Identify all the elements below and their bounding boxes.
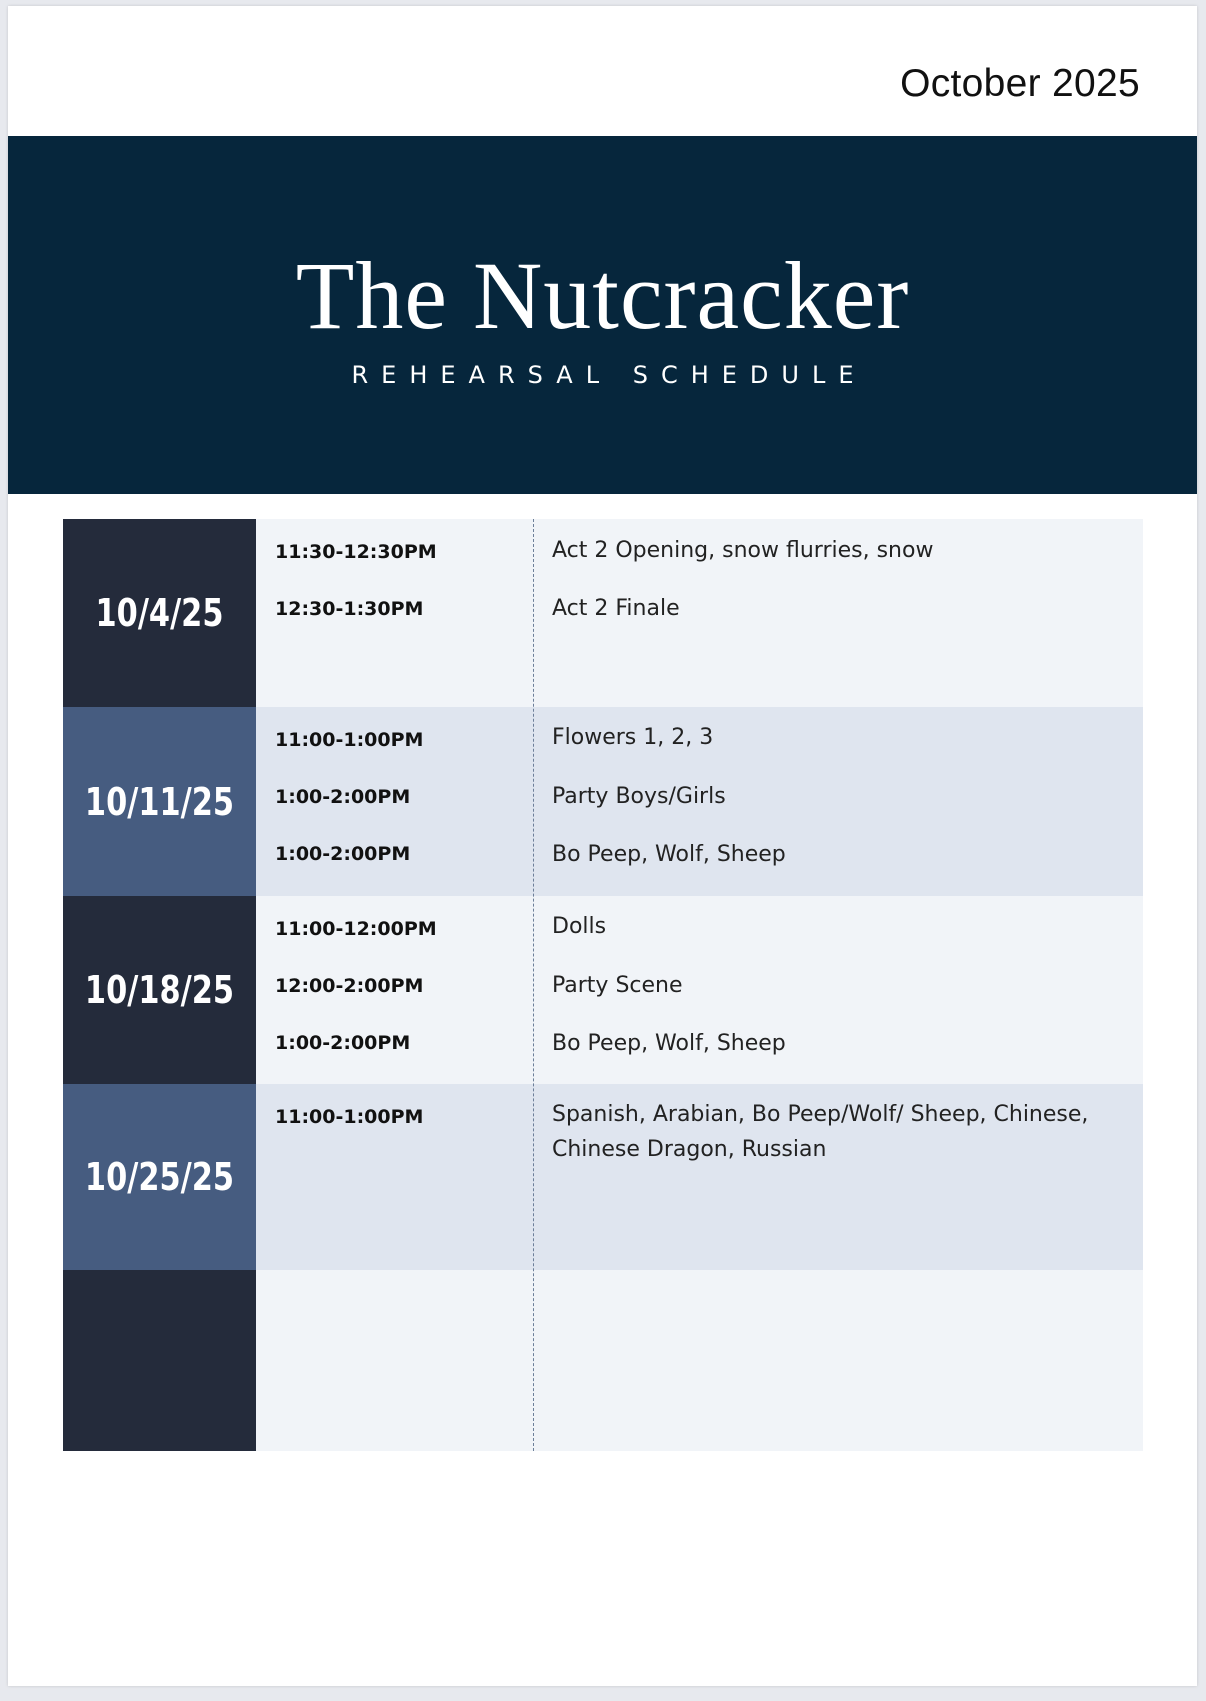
- column-divider: [533, 519, 534, 1451]
- time-label: 1:00-2:00PM: [275, 786, 411, 808]
- date-cell-bg: [63, 519, 256, 707]
- events-cell: [533, 519, 1143, 707]
- date-label: 10/25/25: [84, 1155, 235, 1199]
- times-cell: [256, 707, 533, 896]
- date-cell-bg: [63, 707, 256, 896]
- events-cell: [533, 707, 1143, 896]
- time-label: 11:00-12:00PM: [275, 918, 437, 940]
- time-label: 1:00-2:00PM: [275, 1032, 411, 1054]
- page-subtitle: REHEARSAL SCHEDULE: [351, 361, 867, 389]
- time-label: 11:30-12:30PM: [275, 541, 437, 563]
- date-label: [82, 1270, 236, 1451]
- time-label: 12:00-2:00PM: [275, 975, 424, 997]
- events-cell: [533, 896, 1143, 1084]
- schedule-row: [63, 1084, 1143, 1270]
- date-label: 10/4/25: [95, 591, 224, 635]
- times-cell: [256, 519, 533, 707]
- schedule-row-empty: [63, 1270, 1143, 1451]
- event-label: Spanish, Arabian, Bo Peep/Wolf/ Sheep, Chinese, Chinese Dragon, Russian: [552, 1102, 1089, 1162]
- schedule-row: [63, 896, 1143, 1084]
- date-cell-bg: [63, 1270, 256, 1451]
- date-label: 10/11/25: [84, 779, 235, 824]
- date-cell-bg: [63, 896, 256, 1084]
- times-cell: [256, 1084, 533, 1270]
- events-cell: [533, 1270, 1143, 1451]
- page-title: The Nutcracker: [295, 242, 910, 349]
- month-label: October 2025: [900, 62, 1140, 105]
- event-label: Party Boys/Girls: [552, 784, 726, 809]
- date-label: 10/18/25: [84, 968, 235, 1012]
- event-label: Party Scene: [552, 973, 683, 998]
- time-label: 1:00-2:00PM: [275, 843, 411, 865]
- schedule-table: [63, 519, 1143, 1451]
- time-label: 11:00-1:00PM: [275, 1106, 424, 1128]
- event-label: Bo Peep, Wolf, Sheep: [552, 1031, 786, 1056]
- times-cell: [256, 896, 533, 1084]
- date-cell-bg: [63, 1084, 256, 1270]
- schedule-page: [8, 6, 1197, 1686]
- event-label: Act 2 Finale: [552, 596, 680, 621]
- schedule-row: [63, 707, 1143, 896]
- event-label: Bo Peep, Wolf, Sheep: [552, 842, 786, 867]
- time-label: 11:00-1:00PM: [275, 729, 424, 751]
- times-cell: [256, 1270, 533, 1451]
- events-cell: [533, 1084, 1143, 1270]
- event-label: Dolls: [552, 914, 607, 939]
- schedule-row: [63, 519, 1143, 707]
- event-label: Act 2 Opening, snow flurries, snow: [552, 538, 934, 563]
- title-banner: [8, 136, 1197, 494]
- event-label: Flowers 1, 2, 3: [552, 725, 714, 750]
- time-label: 12:30-1:30PM: [275, 598, 424, 620]
